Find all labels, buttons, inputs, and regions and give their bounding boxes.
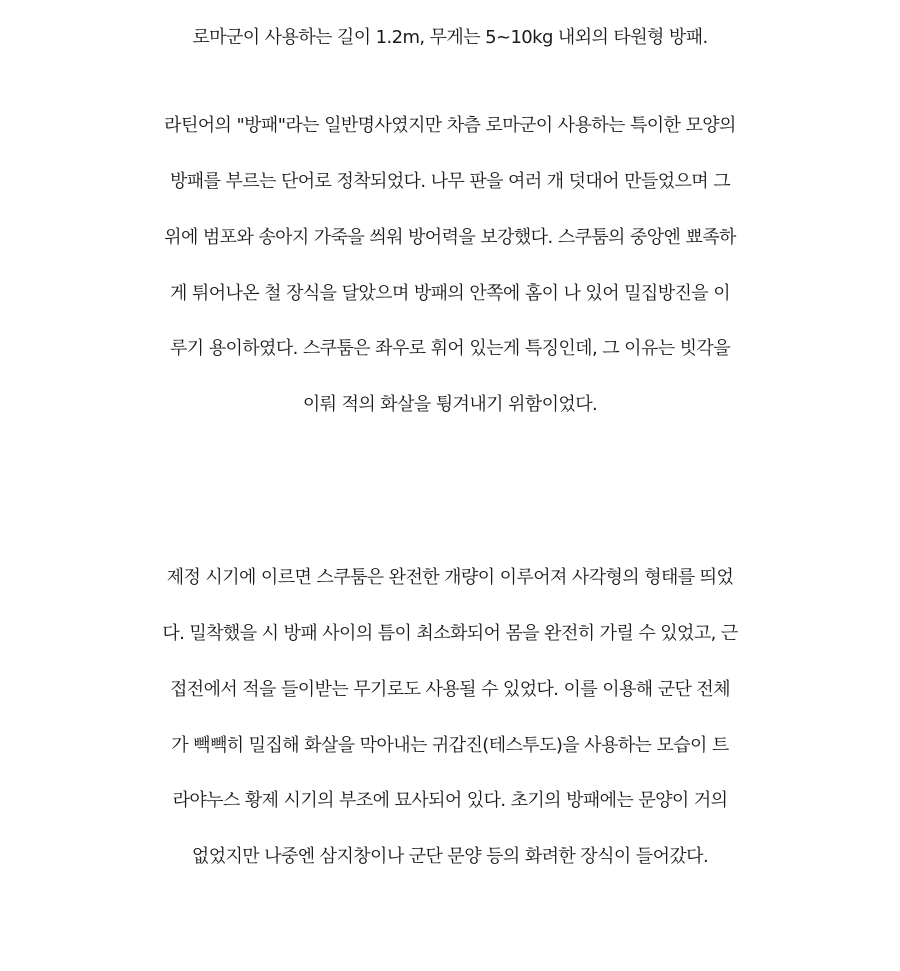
text-line: 가 빽빽히 밀집해 화살을 막아내는 귀갑진(테스투도)을 사용하는 모습이 트	[171, 735, 729, 756]
text-line: 없었지만 나중엔 삼지창이나 군단 문양 등의 화려한 장식이 들어갔다.	[191, 846, 709, 867]
text-line: 다. 밀착했을 시 방패 사이의 틈이 최소화되어 몸을 완전히 가릴 수 있었고, 근	[162, 623, 738, 644]
text-line: 라야누스 황제 시기의 부조에 묘사되어 있다. 초기의 방패에는 문양이 거의	[172, 790, 728, 811]
text-line: 게 튀어나온 철 장식을 달았으며 방패의 안쪽에 홈이 나 있어 밀집방진을 이	[170, 283, 730, 304]
text-line: 라틴어의 "방패"라는 일반명사였지만 차츰 로마군이 사용하는 특이한 모양의	[164, 115, 736, 136]
text-line: 접전에서 적을 들이받는 무기로도 사용될 수 있었다. 이를 이용해 군단 전체	[170, 679, 730, 700]
intro-line: 로마군이 사용하는 길이 1.2m, 무게는 5~10kg 내외의 타원형 방패.	[192, 27, 708, 48]
text-line: 방패를 부르는 단어로 정착되었다. 나무 판을 여러 개 덧대어 만들었으며 그	[170, 171, 730, 192]
text-line: 제정 시기에 이르면 스쿠툼은 완전한 개량이 이루어져 사각형의 형태를 띄었	[166, 567, 734, 588]
text-line: 위에 범포와 송아지 가죽을 씌워 방어력을 보강했다. 스쿠툼의 중앙엔 뾰족하	[164, 227, 736, 248]
text-line: 이뤄 적의 화살을 튕겨내기 위함이었다.	[302, 394, 598, 415]
text-line: 루기 용이하였다. 스쿠툼은 좌우로 휘어 있는게 특징인데, 그 이유는 빗각을	[170, 338, 730, 359]
